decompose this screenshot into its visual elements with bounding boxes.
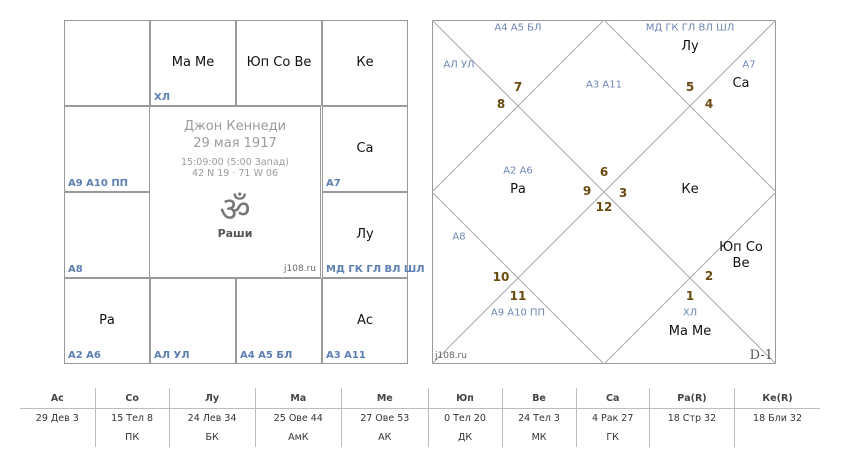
south-indian-chart (64, 20, 425, 364)
house-number: 10 (492, 270, 510, 284)
table-header-row (20, 388, 820, 409)
position-cell: 4 Рак 27 (576, 409, 649, 429)
site-watermark: j108.ru (435, 351, 467, 361)
house-aspects: А4 А5 БЛ (494, 22, 542, 34)
chart-division-label: D-1 (749, 348, 773, 363)
position-cell: 25 Ове 44 (255, 409, 341, 429)
cell-aspects: А9 А10 ПП (68, 178, 129, 189)
chart-cell-aries[interactable] (150, 20, 236, 106)
chart-cell-gemini[interactable] (322, 20, 408, 106)
column-header: Ве (502, 388, 576, 409)
house-aspects: А7 (742, 59, 756, 71)
native-name: Джон Кеннеди (183, 119, 287, 134)
table-row (20, 428, 820, 447)
planet-positions-table (20, 388, 820, 447)
north-chart-lines (432, 20, 776, 364)
cell-planets: Юп Со Ве (246, 55, 312, 70)
karaka-cell: АмК (255, 428, 341, 447)
column-header: Со (95, 388, 169, 409)
karaka-cell: АК (342, 428, 428, 447)
house-aspects: А8 (452, 231, 466, 243)
site-watermark: j108.ru (284, 264, 316, 274)
chart-cell-pisces[interactable] (64, 20, 150, 106)
karaka-cell (20, 428, 95, 447)
house-aspects: А9 А10 ПП (490, 307, 546, 319)
house-planets: Лу (681, 39, 699, 54)
cell-aspects: А3 А11 (326, 350, 366, 361)
position-cell: 15 Тел 8 (95, 409, 169, 429)
north-indian-chart (432, 20, 776, 364)
house-aspects: А2 А6 (503, 165, 533, 177)
birth-coordinates: 42 N 19 · 71 W 06 (192, 168, 278, 179)
house-aspects: МД ГК ГЛ ВЛ ШЛ (645, 22, 735, 34)
position-cell: 27 Ове 53 (342, 409, 428, 429)
position-cell: 18 Стр 32 (649, 409, 734, 429)
karaka-cell: МК (502, 428, 576, 447)
house-number: 9 (582, 184, 592, 198)
chart-cell-taurus[interactable] (236, 20, 322, 106)
column-header: Ме (342, 388, 428, 409)
chart-cell-cancer[interactable] (322, 106, 408, 192)
karaka-cell (735, 428, 820, 447)
column-header: Лу (169, 388, 255, 409)
karaka-cell: ДК (428, 428, 502, 447)
position-cell: 0 Тел 20 (428, 409, 502, 429)
cell-aspects: А4 А5 БЛ (240, 350, 293, 361)
house-number: 6 (599, 165, 609, 179)
cell-planets: Ма Ме (171, 55, 215, 70)
karaka-cell: ГК (576, 428, 649, 447)
cell-planets: Ас (356, 313, 374, 328)
chart-cell-aquarius[interactable] (64, 106, 150, 192)
house-planets: Ке (681, 182, 699, 197)
house-number: 12 (595, 200, 613, 214)
cell-aspects: А8 (68, 264, 83, 275)
house-number: 2 (704, 269, 714, 283)
house-number: 7 (513, 80, 523, 94)
column-header: Ма (255, 388, 341, 409)
chart-cell-leo[interactable] (322, 192, 425, 278)
karaka-cell: БК (169, 428, 255, 447)
chart-info-panel (149, 106, 321, 278)
position-cell: 24 Лев 34 (169, 409, 255, 429)
position-cell: 24 Тел 3 (502, 409, 576, 429)
cell-planets: Ке (356, 55, 374, 70)
karaka-cell: ПК (95, 428, 169, 447)
house-number: 1 (685, 289, 695, 303)
chart-cell-sagittarius[interactable] (64, 278, 150, 364)
cell-aspects: АЛ УЛ (154, 350, 190, 361)
table-row (20, 409, 820, 429)
house-number: 11 (509, 289, 527, 303)
column-header: Ас (20, 388, 95, 409)
cell-aspects: А2 А6 (68, 350, 101, 361)
chart-cell-virgo[interactable] (322, 278, 408, 364)
house-aspects: ХЛ (682, 307, 698, 319)
cell-aspects: МД ГК ГЛ ВЛ ШЛ (326, 264, 425, 275)
chart-cell-libra[interactable] (236, 278, 322, 364)
house-number: 8 (496, 97, 506, 111)
chart-title: Раши (217, 227, 253, 240)
column-header: Юп (428, 388, 502, 409)
position-cell: 29 Дев 3 (20, 409, 95, 429)
house-number: 3 (618, 186, 628, 200)
position-cell: 18 Бли 32 (753, 413, 803, 424)
column-header: Ке(R) (735, 388, 820, 409)
house-number: 5 (685, 80, 695, 94)
house-planets: Са (732, 76, 750, 91)
cell-planets: Лу (356, 227, 374, 242)
karaka-cell (649, 428, 734, 447)
cell-planets: Ра (99, 313, 115, 328)
column-header: Са (576, 388, 649, 409)
cell-aspects: А7 (326, 178, 341, 189)
house-planets: Юп Со Ве (719, 240, 763, 271)
chart-cell-capricorn[interactable] (64, 192, 150, 278)
house-aspects: А3 А11 (586, 79, 622, 91)
cell-aspects: ХЛ (154, 92, 171, 103)
chart-cell-scorpio[interactable] (150, 278, 236, 364)
house-aspects: АЛ УЛ (443, 59, 475, 71)
birth-date: 29 мая 1917 (193, 136, 277, 151)
om-symbol-icon: ॐ (219, 190, 251, 230)
birth-time: 15:09:00 (5:00 Запад) (181, 157, 289, 168)
house-planets: Ра (510, 182, 526, 197)
house-number: 4 (704, 97, 714, 111)
cell-planets: Са (356, 141, 374, 156)
column-header: Ра(R) (649, 388, 734, 409)
house-planets: Ма Ме (668, 324, 712, 339)
